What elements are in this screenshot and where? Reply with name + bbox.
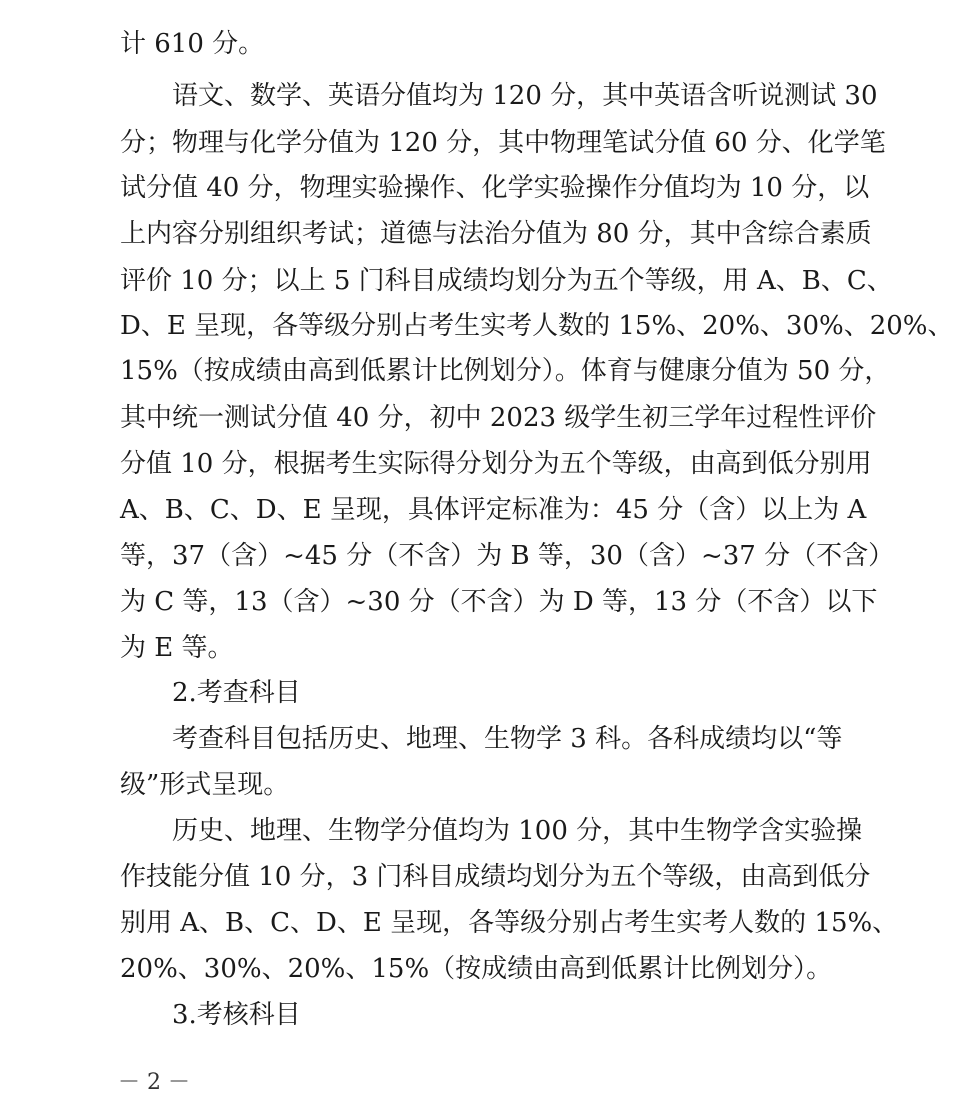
text-line: 为 C 等，13（含）~30 分（不含）为 D 等，13 分（不含）以下 bbox=[120, 587, 878, 617]
text-line: 等，37（含）~45 分（不含）为 B 等，30（含）~37 分（不含） bbox=[120, 541, 895, 571]
text-line: 评价 10 分；以上 5 门科目成绩均划分为五个等级，用 A、B、C、 bbox=[120, 266, 893, 296]
text-line: 别用 A、B、C、D、E 呈现，各等级分别占考生实考人数的 15%、 bbox=[120, 908, 899, 938]
page-number: － 2 － bbox=[118, 1070, 190, 1095]
text-line: 上内容分别组织考试；道德与法治分值为 80 分，其中含综合素质 bbox=[120, 219, 872, 249]
text-line: 试分值 40 分，物理实验操作、化学实验操作分值均为 10 分，以 bbox=[120, 173, 870, 203]
text-line: 计 610 分。 bbox=[120, 29, 265, 59]
text-line: 分值 10 分，根据考生实际得分划分为五个等级，由高到低分别用 bbox=[120, 449, 872, 479]
text-line: D、E 呈现，各等级分别占考生实考人数的 15%、20%、30%、20%、 bbox=[120, 311, 954, 341]
paragraph-start-line: 语文、数学、英语分值均为 120 分，其中英语含听说测试 30 bbox=[172, 81, 878, 111]
text-line: 20%、30%、20%、15%（按成绩由高到低累计比例划分）。 bbox=[120, 954, 833, 984]
section-heading: 2.考查科目 bbox=[172, 678, 301, 708]
text-line: A、B、C、D、E 呈现，具体评定标准为：45 分（含）以上为 A bbox=[120, 495, 867, 525]
section-heading: 3.考核科目 bbox=[172, 1000, 301, 1030]
text-line: 15%（按成绩由高到低累计比例划分）。体育与健康分值为 50 分， bbox=[120, 356, 891, 386]
text-line: 分；物理与化学分值为 120 分，其中物理笔试分值 60 分、化学笔 bbox=[120, 128, 886, 158]
text-line: 其中统一测试分值 40 分，初中 2023 级学生初三学年过程性评价 bbox=[120, 403, 877, 433]
text-line: 为 E 等。 bbox=[120, 633, 234, 663]
paragraph-start-line: 考查科目包括历史、地理、生物学 3 科。各科成绩均以“等 bbox=[172, 724, 843, 754]
paragraph-start-line: 历史、地理、生物学分值均为 100 分，其中生物学含实验操 bbox=[172, 816, 863, 846]
text-line: 作技能分值 10 分，3 门科目成绩均划分为五个等级，由高到低分 bbox=[120, 862, 871, 892]
text-line: 级”形式呈现。 bbox=[120, 770, 290, 800]
